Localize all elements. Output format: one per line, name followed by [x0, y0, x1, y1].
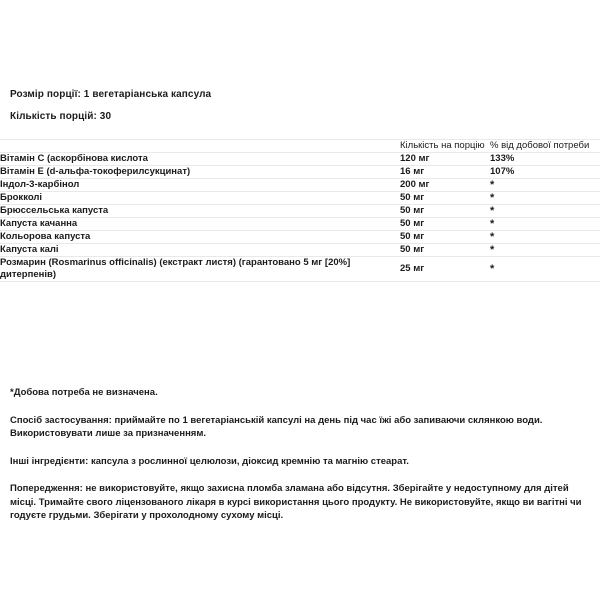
notes-section: [0, 386, 600, 523]
ingredient-daily-value: 107%: [490, 166, 515, 177]
ingredient-name: Капуста качанна: [0, 218, 78, 229]
ingredient-daily-value: *: [490, 244, 495, 256]
ingredient-name: Кольорова капуста: [0, 231, 91, 242]
table-body: [0, 153, 600, 282]
ingredient-daily-value: *: [490, 263, 495, 275]
ingredient-name: Брюссельська капуста: [0, 205, 109, 216]
ingredient-daily-value: *: [490, 205, 495, 217]
ingredient-amount: 50 мг: [400, 218, 425, 229]
directions-text: Спосіб застосування: приймайте по 1 вегетаріанській капсулі на день під час їжі або запиваючи склянкою води. Використовувати лише за призначенням.: [10, 414, 543, 439]
table-row: [0, 153, 600, 166]
ingredient-name: Вітамін Е (d-альфа-токоферилсукцинат): [0, 166, 191, 177]
table-row: [0, 218, 600, 231]
ingredient-name: Капуста калі: [0, 244, 59, 255]
table-row: [0, 166, 600, 179]
ingredient-name: Брокколі: [0, 192, 43, 203]
table-header: [0, 140, 600, 153]
servings-per-container-line: Кількість порцій: 30: [10, 111, 112, 122]
daily-value-footnote: *Добова потреба не визначена.: [10, 387, 158, 398]
ingredient-amount: 50 мг: [400, 244, 425, 255]
column-header-amount-per-serving: Кількість на порцію: [400, 140, 485, 151]
ingredient-amount: 16 мг: [400, 166, 425, 177]
ingredient-amount: 50 мг: [400, 192, 425, 203]
ingredient-daily-value: *: [490, 218, 495, 230]
ingredient-name: Розмарин (Rosmarinus officinalis) (екстракт листя) (гарантовано 5 мг [20%] дитерпенів): [0, 257, 351, 280]
warning-text: Попередження: не використовуйте, якщо захисна пломба зламана або відсутня. Зберігайте у недоступному для дітей місці. Тримайте свого ліцензованого лікаря в курсі використання цього продукту. Не використовуйте, якщо ви вагітні чи годуєте грудьми. Зберігати у прохолодному сухому місці.: [10, 483, 582, 521]
column-header-daily-value: % від добової потреби: [490, 140, 590, 151]
ingredient-amount: 50 мг: [400, 205, 425, 216]
table-row: [0, 192, 600, 205]
ingredient-amount: 25 мг: [400, 263, 425, 274]
column-header-name: [0, 140, 400, 153]
serving-size-line: Розмір порції: 1 вегетаріанська капсула: [10, 89, 212, 100]
ingredient-daily-value: *: [490, 179, 495, 191]
ingredient-name: Індол-3-карбінол: [0, 179, 80, 190]
ingredient-amount: 50 мг: [400, 231, 425, 242]
ingredient-amount: 120 мг: [400, 153, 430, 164]
serving-info: [0, 88, 600, 132]
ingredient-name: Вітамін С (аскорбінова кислота: [0, 153, 148, 164]
table-row: [0, 231, 600, 244]
table-row: [0, 205, 600, 218]
table-row: [0, 179, 600, 192]
table-row: [0, 244, 600, 257]
table-header-row: [0, 140, 600, 153]
table-row: [0, 257, 600, 282]
supplement-facts-table: [0, 139, 600, 282]
ingredient-amount: 200 мг: [400, 179, 430, 190]
ingredient-daily-value: *: [490, 231, 495, 243]
other-ingredients-text: Інші інгредієнти: капсула з рослинної целюлози, діоксид кремнію та магнію стеарат.: [10, 455, 409, 467]
ingredient-daily-value: *: [490, 192, 495, 204]
ingredient-daily-value: 133%: [490, 153, 515, 164]
